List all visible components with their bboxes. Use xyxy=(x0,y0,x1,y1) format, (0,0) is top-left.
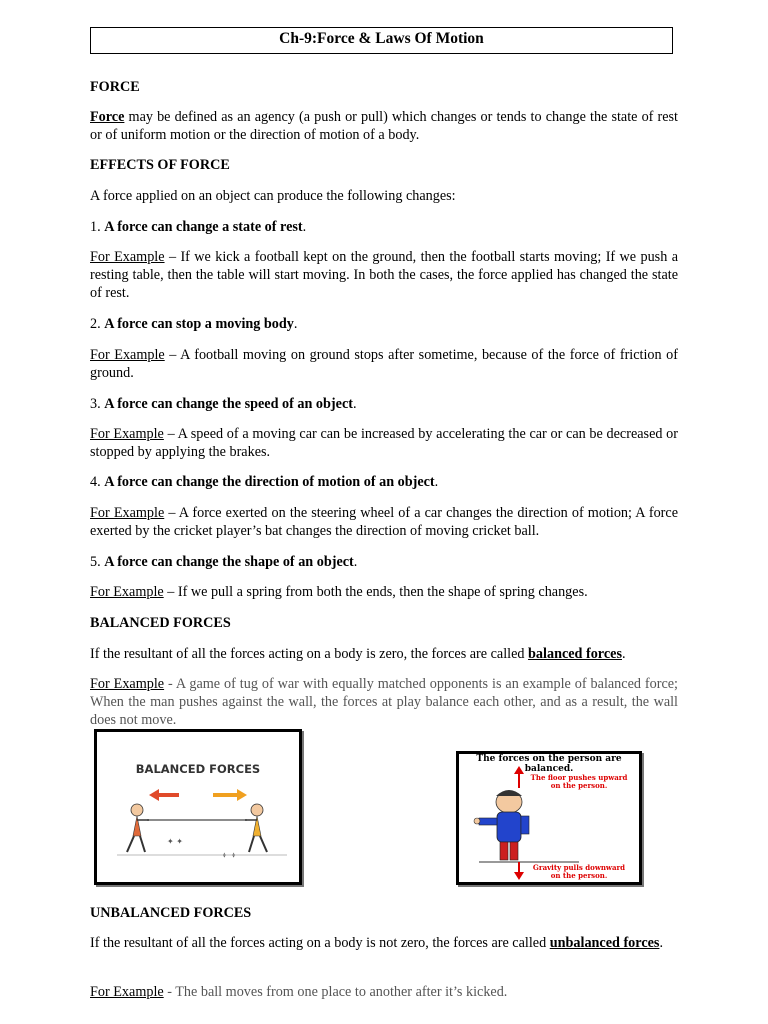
example-text: – A speed of a moving car can be increased by accelerating the car or can be decreased or stopped by applying the brakes. xyxy=(90,426,678,460)
definition-term: unbalanced forces xyxy=(549,935,660,951)
unbalanced-example xyxy=(90,983,678,1001)
definition-text: If the resultant of all the forces acting on a body is not zero, the forces are called xyxy=(90,935,550,951)
example-text: - The ball moves from one place to another after it’s kicked. xyxy=(163,984,508,1000)
unbalanced-definition: If the resultant of all the forces acting on a body is not zero, the forces are called unbalanced forces. xyxy=(90,935,663,951)
example-label: For Example xyxy=(90,676,165,692)
effects-intro: A force applied on an object can produce the following changes: xyxy=(90,188,456,204)
effect-number: 4. xyxy=(90,474,105,490)
effect-number: 2. xyxy=(90,316,105,332)
effect-statement: A force can change a state of rest xyxy=(104,219,303,235)
svg-text:✦ ✦: ✦ ✦ xyxy=(167,837,183,846)
figure-title: BALANCED FORCES xyxy=(135,762,261,776)
balanced-heading: BALANCED FORCES xyxy=(90,615,231,631)
example-text: – If we pull a spring from both the ends, then the shape of spring changes. xyxy=(163,584,588,600)
effect-item-5: 5. A force can change the shape of an object. xyxy=(90,554,358,570)
effect-number: 3. xyxy=(90,396,105,412)
page-title: Ch-9:Force & Laws Of Motion xyxy=(90,27,673,54)
effect-item-3: 3. A force can change the speed of an object. xyxy=(90,396,357,412)
definition-text: If the resultant of all the forces acting on a body is zero, the forces are called xyxy=(90,646,529,662)
example-label: For Example xyxy=(90,426,164,442)
balanced-example xyxy=(90,675,678,729)
effect-item-4: 4. A force can change the direction of motion of an object. xyxy=(90,474,439,490)
example-label: For Example xyxy=(90,984,164,1000)
effect-item-2: 2. A force can stop a moving body. xyxy=(90,316,298,332)
example-text: - A game of tug of war with equally matched opponents is an example of balanced force; When the man pushes against the wall, the forces at play balance each other, and as a result, the wall does not move. xyxy=(90,676,678,728)
downward-force-note: Gravity pulls downward on the person. xyxy=(532,863,626,880)
upward-force-note: The floor pushes upward on the person. xyxy=(530,773,628,790)
tug-of-war-figure xyxy=(94,729,302,885)
example-text: – A football moving on ground stops after sometime, because of the force of friction of ground. xyxy=(90,347,678,381)
effect-example-4 xyxy=(90,504,678,540)
force-term: Force xyxy=(90,109,125,125)
effect-statement: A force can change the speed of an object xyxy=(104,396,353,412)
example-label: For Example xyxy=(90,584,164,600)
figure-title: The forces on the person are balanced. xyxy=(476,754,622,774)
example-label: For Example xyxy=(90,249,165,265)
unbalanced-heading: UNBALANCED FORCES xyxy=(90,905,252,921)
effect-statement: A force can stop a moving body xyxy=(104,316,294,332)
effect-example-1 xyxy=(90,248,678,302)
example-text: – A force exerted on the steering wheel of a car changes the direction of motion; A force exerted by the cricket player’s bat changes the direction of moving cricket ball. xyxy=(90,505,679,539)
effect-statement: A force can change the shape of an object xyxy=(104,554,354,570)
example-label: For Example xyxy=(90,505,165,521)
effect-number: 5. xyxy=(90,554,105,570)
effects-heading: EFFECTS OF FORCE xyxy=(90,157,230,173)
definition-term: balanced forces xyxy=(528,646,622,662)
effect-number: 1. xyxy=(90,219,105,235)
force-definition xyxy=(90,108,678,144)
effect-example-3 xyxy=(90,425,678,461)
effect-item-1: 1. A force can change a state of rest. xyxy=(90,219,307,235)
person-balanced-figure xyxy=(456,751,642,885)
effect-example-2 xyxy=(90,346,678,382)
force-definition-text: may be defined as an agency (a push or pull) which changes or tends to change the state of rest or of uniform motion or the direction of motion of a body. xyxy=(90,109,678,143)
tug-of-war-illustration xyxy=(97,780,299,880)
example-label: For Example xyxy=(90,347,165,363)
effect-example-5 xyxy=(90,583,678,601)
effect-statement: A force can change the direction of motion of an object xyxy=(104,474,435,490)
example-text: – If we kick a football kept on the ground, then the football starts moving; If we push a resting table, then the table will start moving. In both the cases, the force applied has changed the state of rest. xyxy=(90,249,678,301)
force-heading: FORCE xyxy=(90,79,140,95)
balanced-definition: If the resultant of all the forces acting on a body is zero, the forces are called balanced forces. xyxy=(90,646,626,662)
svg-text:✦ ✦: ✦ ✦ xyxy=(221,851,237,860)
